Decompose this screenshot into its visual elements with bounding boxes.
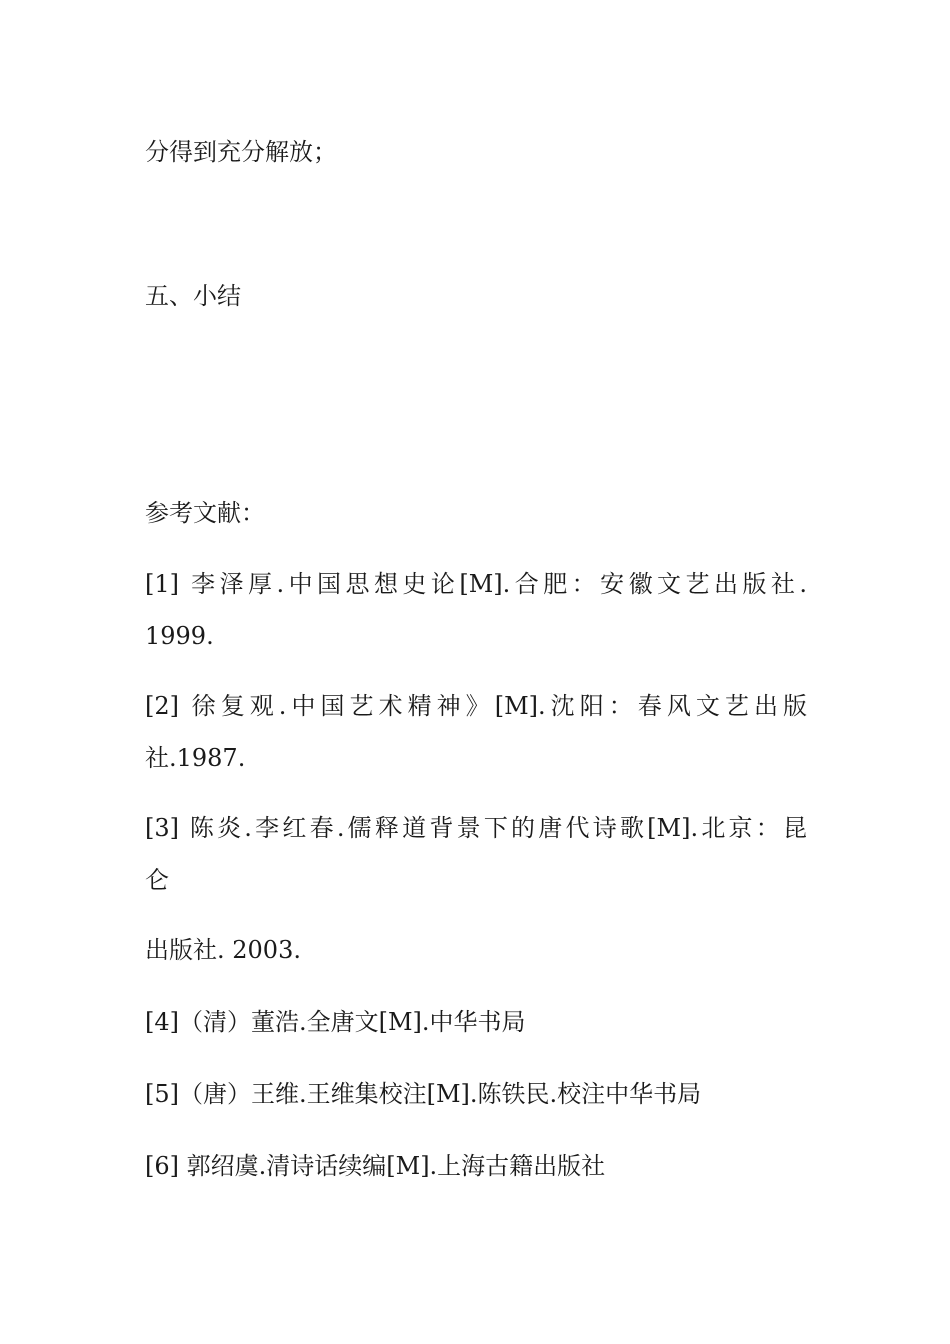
reference-item-3-line-1: [3] 陈炎.李红春.儒释道背景下的唐代诗歌[M].北京：昆 bbox=[145, 814, 807, 842]
section-heading: 五、小结 bbox=[145, 282, 241, 310]
reference-item-2-line-2: 社.1987. bbox=[145, 744, 246, 772]
reference-item-1-line-1: [1] 李泽厚.中国思想史论[M].合肥：安徽文艺出版社. bbox=[145, 570, 807, 598]
reference-item-2-line-1: [2] 徐复观.中国艺术精神》[M].沈阳：春风文艺出版 bbox=[145, 692, 807, 720]
reference-item-3-line-3: 出版社. 2003. bbox=[145, 936, 301, 964]
reference-item-3-line-2: 仑 bbox=[145, 866, 169, 894]
reference-item-1-line-2: 1999. bbox=[145, 622, 214, 650]
reference-item-6: [6] 郭绍虞.清诗话续编[M].上海古籍出版社 bbox=[145, 1152, 606, 1180]
body-text-line: 分得到充分解放； bbox=[145, 138, 337, 166]
reference-item-4: [4]（清）董浩.全唐文[M].中华书局 bbox=[145, 1008, 526, 1036]
reference-item-5: [5]（唐）王维.王维集校注[M].陈铁民.校注中华书局 bbox=[145, 1080, 702, 1108]
references-heading: 参考文献： bbox=[145, 499, 265, 527]
